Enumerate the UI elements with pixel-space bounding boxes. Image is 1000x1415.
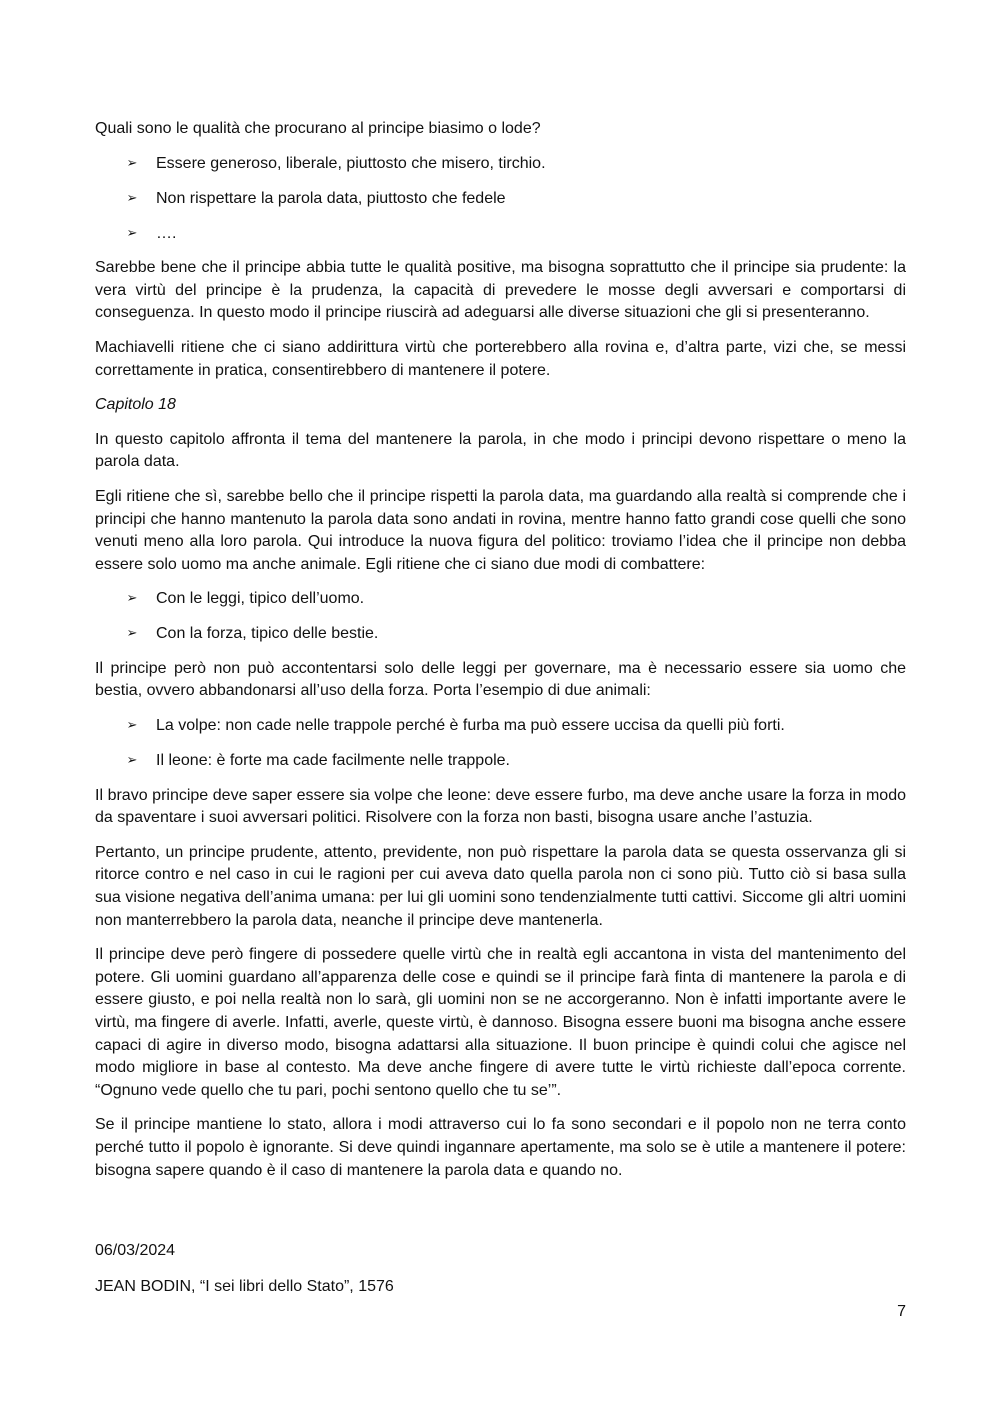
document-body <box>95 118 906 1194</box>
list-item <box>95 750 906 773</box>
list-item-text: Non rispettare la parola data, piuttosto che fedele <box>156 189 506 207</box>
qualities-list <box>95 153 906 246</box>
lesson-date: 06/03/2024 <box>95 1242 176 1259</box>
arrowhead-bullet-icon: ➢ <box>126 718 138 734</box>
list-item-text: Il leone: è forte ma cade facilmente nelle trappole. <box>156 752 510 770</box>
list-item-text: Con le leggi, tipico dell’uomo. <box>156 590 365 608</box>
list-item <box>95 153 906 176</box>
paragraph-pretend: Il principe deve però fingere di possedere quelle virtù che in realtà egli accantona in vista del mantenimento del potere. Gli uomini guardano all’apparenza delle cose e quindi se il principe farà finta di mantenere la parola e di essere giusto, e poi nella realtà non lo sarà, gli uomini non se ne accorgeranno. Non è infatti importante avere le virtù, ma fingere di averle. Infatti, averle, queste virtù, è dannoso. Bisogna essere buoni ma bisogna anche essere capaci di agire in diverso modo, bisogna adattarsi alla situazione. Il buon principe è quindi colui che agisce nel modo migliore in base al contesto. Ma deve anche fingere di avere tutte le virtù richieste dall’epoca corrente. “Ognuno vede quello che tu pari, pochi sentono quello che tu se’”. <box>95 946 906 1099</box>
arrowhead-bullet-icon: ➢ <box>126 155 138 171</box>
paragraph-prudent-prince: Pertanto, un principe prudente, attento, previdente, non può rispettare la parola data se questa osservanza gli si ritorce contro e nel caso in cui le ragioni per cui aveva dato quella parola non ci sono più. Tutto ciò si basa sulla sua visione negativa dell’anima umana: per lui gli uomini sono tendenzialmente tutti cattivi. Siccome gli altri uomini non manterrebbero la parola data, neanche il principe deve mantenerla. <box>95 843 906 929</box>
list-item-text: La volpe: non cade nelle trappole perché è furba ma può essere uccisa da quelli più forti. <box>156 717 785 735</box>
intro-question: Quali sono le qualità che procurano al principe biasimo o lode? <box>95 120 541 137</box>
list-item <box>95 588 906 611</box>
paragraph-chapter-intro: In questo capitolo affronta il tema del mantenere la parola, in che modo i principi devono rispettare o meno la parola data. <box>95 430 906 471</box>
paragraph-two-ways: Egli ritiene che sì, sarebbe bello che il principe rispetti la parola data, ma guardando alla realtà si comprende che i principi che hanno mantenuto la parola data sono andati in rovina, mentre hanno fatto grandi cose quelli che sono venuti meno alla loro parola. Qui introduce la nuova figura del politico: troviamo l’idea che il principe non debba essere solo uomo ma anche animale. Egli ritiene che ci siano due modi di combattere: <box>95 487 906 573</box>
paragraph-prudence: Sarebbe bene che il principe abbia tutte le qualità positive, ma bisogna soprattutto che il principe sia prudente: la vera virtù del principe è la prudenza, la capacità di prevedere le mosse degli avversari e comportarsi di conseguenza. In questo modo il principe riuscirà ad adeguarsi alle diverse situazioni che gli si presenteranno. <box>95 259 906 322</box>
animals-list <box>95 715 906 773</box>
list-item <box>95 188 906 211</box>
paragraph-fox-lion: Il bravo principe deve saper essere sia volpe che leone: deve essere furbo, ma deve anche usare la forza in modo da spaventare i suoi avversari politici. Risolvere con la forza non basti, bisogna usare anche l’astuzia. <box>95 786 906 827</box>
arrowhead-bullet-icon: ➢ <box>126 626 138 642</box>
next-topic-heading: JEAN BODIN, “I sei libri dello Stato”, 1576 <box>95 1278 394 1295</box>
page-number: 7 <box>897 1303 906 1320</box>
arrowhead-bullet-icon: ➢ <box>126 591 138 607</box>
arrowhead-bullet-icon: ➢ <box>126 753 138 769</box>
list-item <box>95 715 906 738</box>
ways-to-fight-list <box>95 588 906 646</box>
paragraph-man-and-beast: Il principe però non può accontentarsi solo delle leggi per governare, ma è necessario essere sia uomo che bestia, ovvero abbandonarsi all’uso della forza. Porta l’esempio di due animali: <box>95 659 906 700</box>
list-item-text: Con la forza, tipico delle bestie. <box>156 625 379 643</box>
arrowhead-bullet-icon: ➢ <box>126 225 138 241</box>
paragraph-vices: Machiavelli ritiene che ci siano addirittura virtù che porterebbero alla rovina e, d’altra parte, vizi che, se messi correttamente in pratica, consentirebbero di mantenere il potere. <box>95 338 906 379</box>
paragraph-deceive: Se il principe mantiene lo stato, allora i modi attraverso cui lo fa sono secondari e il popolo non ne terra conto perché tutto il popolo è ignorante. Si deve quindi ingannare apertamente, ma solo se è utile a mantenere il potere: bisogna sapere quando è il caso di mantenere la parola data e quando no. <box>95 1116 906 1179</box>
arrowhead-bullet-icon: ➢ <box>126 190 138 206</box>
list-item <box>95 223 906 246</box>
list-item-text: Essere generoso, liberale, piuttosto che misero, tirchio. <box>156 154 546 172</box>
list-item-text: …. <box>156 224 177 242</box>
list-item <box>95 623 906 646</box>
chapter-heading: Capitolo 18 <box>95 396 176 414</box>
